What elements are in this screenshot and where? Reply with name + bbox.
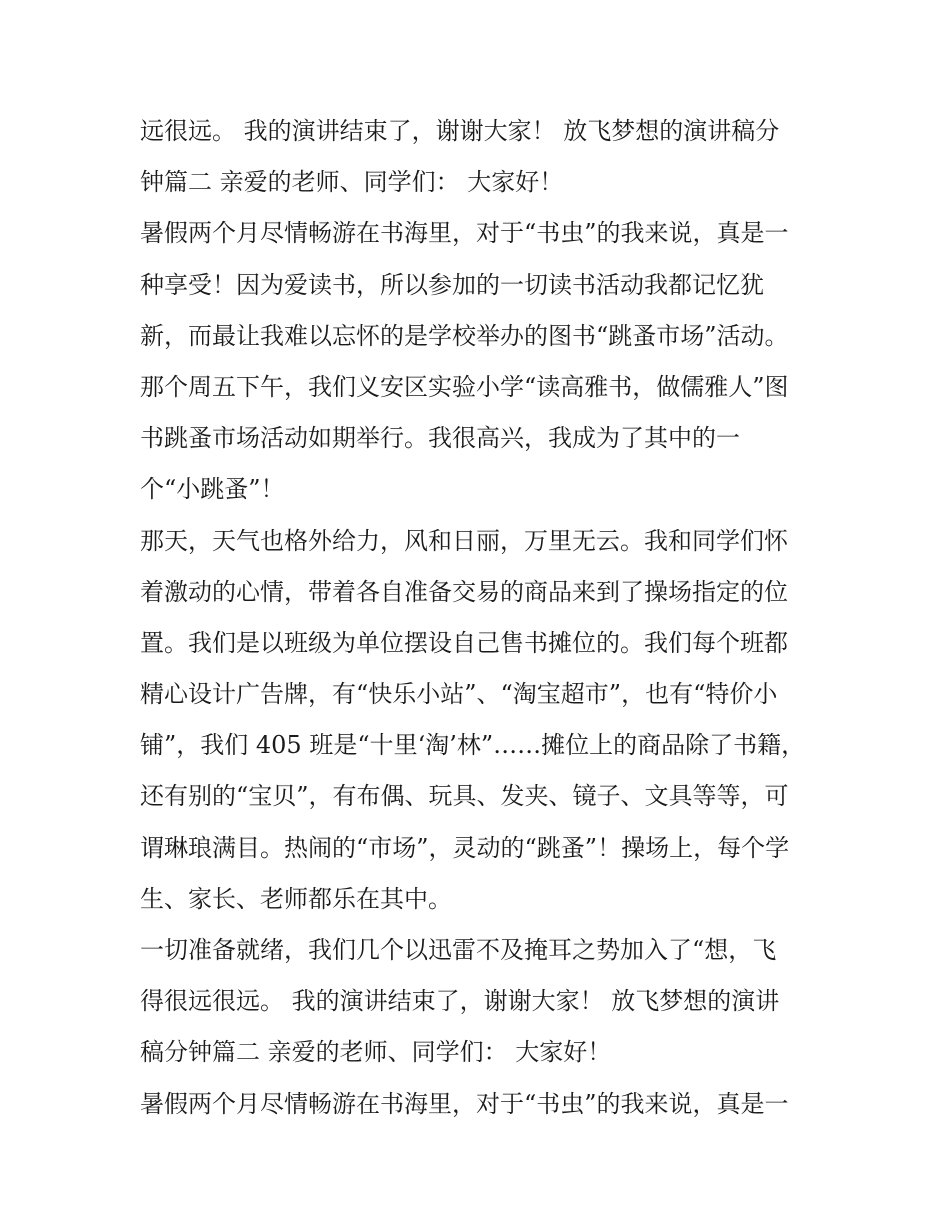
text-line: 稿分钟篇二 亲爱的老师、同学们： 大家好！: [140, 1038, 612, 1067]
text-line: 暑假两个月尽情畅游在书海里，对于“书虫”的我来说，真是一: [140, 1089, 789, 1118]
text-line: 得很远很远。 我的演讲结束了，谢谢大家！ 放飞梦想的演讲: [140, 987, 780, 1016]
text-line: 书跳蚤市场活动如期举行。我很高兴，我成为了其中的一: [140, 424, 740, 453]
text-line: 那个周五下午，我们义安区实验小学“读高雅书，做儒雅人”图: [140, 372, 789, 401]
text-line: 新，而最让我难以忘怀的是学校举办的图书“跳蚤市场”活动。: [140, 321, 789, 350]
text-line: 谓琳琅满目。热闹的“市场”，灵动的“跳蚤”！操场上，每个学: [140, 833, 790, 862]
text-line: 那天，天气也格外给力，风和日丽，万里无云。我和同学们怀: [140, 526, 788, 555]
text-line: 暑假两个月尽情畅游在书海里，对于“书虫”的我来说，真是一: [140, 219, 789, 248]
text-line: 个“小跳蚤”！: [140, 475, 285, 504]
text-line: 种享受！因为爱读书，所以参加的一切读书活动我都记忆犹: [140, 270, 764, 299]
text-line: 还有别的“宝贝”，有布偶、玩具、发夹、镜子、文具等等，可: [140, 782, 789, 811]
body-text: [140, 106, 830, 1130]
text-line: 铺”，我们 405 班是“十里‘淘’林”……摊位上的商品除了书籍，: [140, 731, 806, 760]
text-line: 着激动的心情，带着各自准备交易的商品来到了操场指定的位: [140, 577, 788, 606]
text-line: 置。我们是以班级为单位摆设自己售书摊位的。我们每个班都: [140, 628, 788, 657]
text-line: 精心设计广告牌，有“快乐小站”、“淘宝超市”，也有“特价小: [140, 680, 778, 709]
text-line: 生、家长、老师都乐在其中。: [140, 884, 452, 913]
text-line: 钟篇二 亲爱的老师、同学们： 大家好！: [140, 168, 564, 197]
text-line: 一切准备就绪，我们几个以迅雷不及掩耳之势加入了“想，飞: [140, 936, 777, 964]
text-line: 远很远。 我的演讲结束了，谢谢大家！ 放飞梦想的演讲稿分: [140, 117, 780, 145]
